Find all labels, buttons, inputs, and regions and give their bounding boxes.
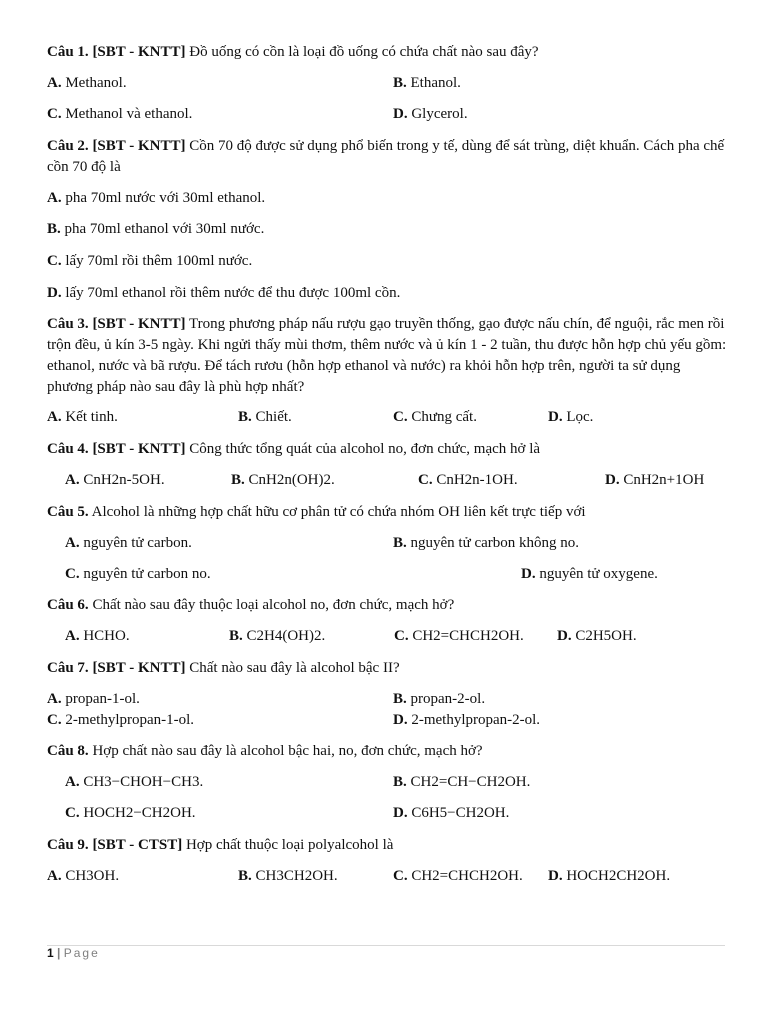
question-text: Chất nào sau đây thuộc loại alcohol no, đơn chức, mạch hở?: [92, 597, 455, 613]
option-text: Kết tinh.: [65, 409, 118, 425]
option-letter: D.: [557, 628, 572, 644]
question-5: [47, 502, 727, 523]
option-letter: C.: [393, 409, 408, 425]
option-d: [393, 803, 509, 824]
option-letter: A.: [47, 190, 62, 206]
option-letter: B.: [393, 535, 407, 551]
option-letter: C.: [47, 712, 62, 728]
option-c: [47, 251, 252, 272]
option-b: [393, 689, 485, 710]
question-number: Câu 5.: [47, 504, 89, 520]
question-source: [SBT - KNTT]: [92, 316, 186, 332]
question-text: Hợp chất thuộc loại polyalcohol là: [185, 837, 394, 853]
option-letter: A.: [47, 868, 62, 884]
option-text: C6H5−CH2OH.: [411, 805, 510, 821]
option-a: [47, 188, 265, 209]
option-text: CH3CH2OH.: [255, 868, 338, 884]
option-b: [393, 533, 579, 554]
footer-divider: [47, 945, 725, 946]
option-letter: A.: [65, 472, 80, 488]
option-text: Chiết.: [255, 409, 292, 425]
option-letter: C.: [65, 566, 80, 582]
option-b: [238, 407, 292, 428]
option-letter: C.: [47, 106, 62, 122]
option-text: CnH2n-1OH.: [436, 472, 518, 488]
question-number: Câu 3.: [47, 316, 89, 332]
option-letter: D.: [393, 712, 408, 728]
option-text: HOCH2−CH2OH.: [83, 805, 196, 821]
option-letter: C.: [394, 628, 409, 644]
option-letter: A.: [65, 774, 80, 790]
option-letter: D.: [393, 106, 408, 122]
option-letter: C.: [47, 253, 62, 269]
option-text: CH2=CHCH2OH.: [411, 868, 523, 884]
option-letter: D.: [605, 472, 620, 488]
option-text: CnH2n(OH)2.: [248, 472, 335, 488]
option-b: [238, 866, 338, 887]
page-footer: [47, 946, 100, 960]
option-letter: C.: [418, 472, 433, 488]
option-letter: D.: [521, 566, 536, 582]
question-3: [47, 314, 727, 398]
question-number: Câu 7.: [47, 660, 89, 676]
question-text: Đồ uống có cồn là loại đồ uống có chứa chất nào sau đây?: [189, 44, 539, 60]
question-number: Câu 8.: [47, 743, 89, 759]
option-letter: A.: [65, 535, 80, 551]
option-a: [47, 73, 127, 94]
option-text: 2-methylpropan-2-ol.: [411, 712, 541, 728]
question-text: Cồn 70 độ được sử dụng phổ biến trong y tế, dùng để sát trùng, diệt khuẩn. Cách pha chế cồn 70 độ là: [47, 138, 725, 175]
option-letter: D.: [393, 805, 408, 821]
option-text: nguyên tử carbon.: [83, 535, 192, 551]
question-2: [47, 136, 727, 178]
question-8: [47, 741, 727, 762]
option-c: [394, 626, 524, 647]
question-source: [SBT - KNTT]: [92, 138, 186, 154]
option-letter: D.: [548, 868, 563, 884]
option-letter: A.: [47, 75, 62, 91]
option-c: [47, 104, 192, 125]
question-text: Hợp chất nào sau đây là alcohol bậc hai, no, đơn chức, mạch hở?: [92, 743, 483, 759]
option-text: propan-2-ol.: [410, 691, 486, 707]
option-d: [605, 470, 704, 491]
question-1: [47, 42, 727, 63]
option-text: nguyên tử oxygene.: [539, 566, 658, 582]
question-text: Trong phương pháp nấu rượu gạo truyền thống, gạo được nấu chín, để nguội, rắc men rồi trộn đều, ủ kín 3-5 ngày. Khi ngửi thấy mùi thơm, thêm nước và ủ kín 1 - 2 tuần, thu được hỗn hợp chủ yếu gồm: ethanol, nước và bã rượu. Để tách rươu (hỗn hợp ethanol và nước) ra khỏi hỗn hợp trên, người ta sử dụng phương pháp nào sau đây là phù hợp nhất?: [47, 316, 727, 395]
option-text: C2H5OH.: [575, 628, 637, 644]
option-text: lấy 70ml ethanol rồi thêm nước để thu được 100ml cồn.: [65, 285, 401, 301]
option-a: [65, 470, 165, 491]
question-number: Câu 2.: [47, 138, 89, 154]
option-text: pha 70ml ethanol với 30ml nước.: [64, 221, 265, 237]
option-text: CH3OH.: [65, 868, 120, 884]
option-text: C2H4(OH)2.: [246, 628, 326, 644]
option-letter: A.: [47, 691, 62, 707]
option-d: [521, 564, 658, 585]
option-letter: B.: [393, 75, 407, 91]
option-c: [418, 470, 518, 491]
question-7: [47, 658, 727, 679]
option-d: [393, 104, 468, 125]
option-text: pha 70ml nước với 30ml ethanol.: [65, 190, 266, 206]
page-number: 1: [47, 946, 54, 960]
option-letter: B.: [393, 774, 407, 790]
question-source: [SBT - KNTT]: [92, 660, 186, 676]
option-letter: B.: [229, 628, 243, 644]
option-text: nguyên tử carbon không no.: [410, 535, 580, 551]
option-c: [393, 407, 477, 428]
question-9: [47, 835, 727, 856]
option-text: Glycerol.: [411, 106, 468, 122]
page-label: Page: [63, 946, 100, 960]
option-text: CH3−CHOH−CH3.: [83, 774, 204, 790]
option-text: CH2=CHCH2OH.: [412, 628, 524, 644]
option-a: [47, 689, 140, 710]
footer-separator: |: [57, 946, 61, 960]
option-text: CnH2n+1OH: [623, 472, 705, 488]
option-d: [548, 866, 670, 887]
question-text: Chất nào sau đây là alcohol bậc II?: [189, 660, 400, 676]
option-d: [393, 710, 540, 731]
option-a: [47, 407, 118, 428]
question-4: [47, 439, 727, 460]
option-b: [393, 772, 530, 793]
question-number: Câu 1.: [47, 44, 89, 60]
option-text: lấy 70ml rồi thêm 100ml nước.: [65, 253, 253, 269]
option-b: [229, 626, 325, 647]
question-number: Câu 6.: [47, 597, 89, 613]
option-c: [393, 866, 523, 887]
option-text: 2-methylpropan-1-ol.: [65, 712, 195, 728]
option-letter: B.: [231, 472, 245, 488]
option-d: [548, 407, 593, 428]
option-text: Lọc.: [566, 409, 594, 425]
question-number: Câu 9.: [47, 837, 89, 853]
question-text: Công thức tổng quát của alcohol no, đơn chức, mạch hở là: [189, 441, 541, 457]
option-text: HCHO.: [83, 628, 130, 644]
option-b: [231, 470, 335, 491]
option-text: Ethanol.: [410, 75, 461, 91]
question-6: [47, 595, 727, 616]
question-source: [SBT - KNTT]: [92, 44, 186, 60]
option-d: [557, 626, 637, 647]
option-letter: D.: [47, 285, 62, 301]
option-d: [47, 283, 400, 304]
option-c: [65, 564, 211, 585]
option-a: [47, 866, 119, 887]
option-letter: D.: [548, 409, 563, 425]
option-letter: C.: [65, 805, 80, 821]
option-c: [65, 803, 196, 824]
option-letter: C.: [393, 868, 408, 884]
question-source: [SBT - CTST]: [92, 837, 183, 853]
option-letter: B.: [393, 691, 407, 707]
option-text: HOCH2CH2OH.: [566, 868, 671, 884]
option-b: [393, 73, 461, 94]
option-letter: B.: [238, 409, 252, 425]
question-text: Alcohol là những hợp chất hữu cơ phân tử có chứa nhóm OH liên kết trực tiếp với: [91, 504, 586, 520]
option-a: [65, 533, 192, 554]
option-letter: B.: [47, 221, 61, 237]
option-text: Methanol và ethanol.: [65, 106, 193, 122]
option-b: [47, 219, 264, 240]
option-letter: A.: [47, 409, 62, 425]
option-a: [65, 626, 130, 647]
option-text: CnH2n-5OH.: [83, 472, 165, 488]
option-c: [47, 710, 194, 731]
option-text: propan-1-ol.: [65, 691, 140, 707]
option-letter: B.: [238, 868, 252, 884]
option-a: [65, 772, 203, 793]
question-source: [SBT - KNTT]: [92, 441, 186, 457]
option-text: Methanol.: [65, 75, 127, 91]
question-number: Câu 4.: [47, 441, 89, 457]
option-text: Chưng cất.: [411, 409, 477, 425]
option-letter: A.: [65, 628, 80, 644]
option-text: CH2=CH−CH2OH.: [410, 774, 531, 790]
option-text: nguyên tử carbon no.: [83, 566, 211, 582]
